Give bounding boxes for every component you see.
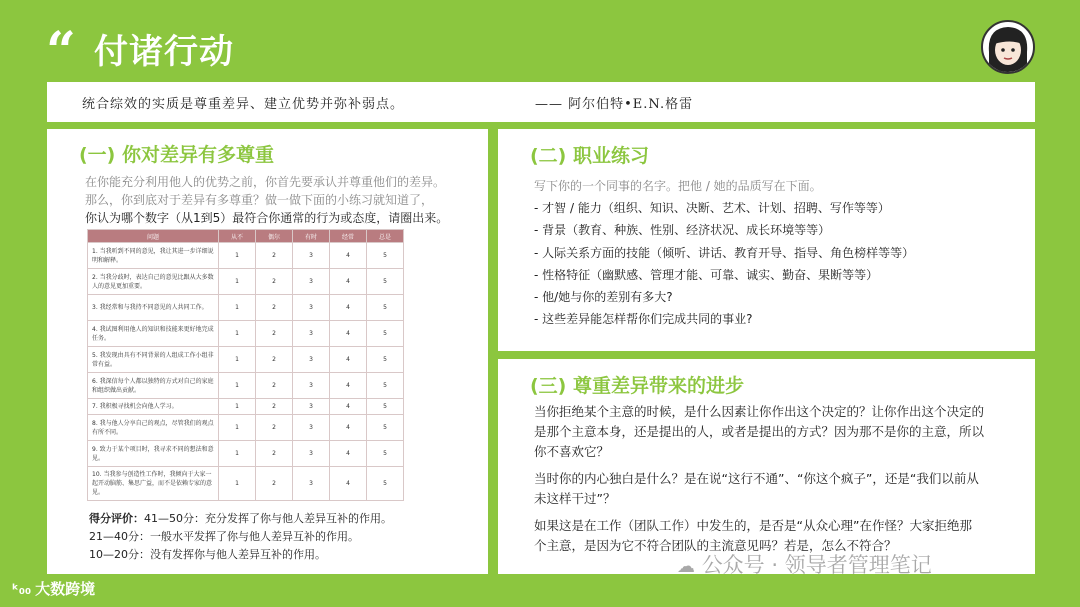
page-title: 付诸行动	[94, 32, 234, 72]
score-option-5[interactable]: 5	[367, 441, 404, 467]
table-row	[88, 295, 404, 321]
brand-logo	[12, 578, 95, 599]
score-option-3[interactable]: 3	[293, 295, 330, 321]
quote-text: 统合综效的实质是尊重差异、建立优势并弥补弱点。	[82, 97, 405, 112]
title-quote-mark: “	[46, 21, 76, 82]
section3-paragraph2: 当时你的内心独白是什么？是在说“这行不通”、“你这个疯子”，还是“我们以前从未这样干过”？	[534, 471, 979, 506]
score-option-5[interactable]: 5	[367, 243, 404, 269]
question-cell: 8. 我与他人分享自己的观点，尽管我们的观点有所不同。	[88, 415, 219, 441]
table-header-always: 总是	[367, 230, 404, 243]
panel-career-exercise	[498, 129, 1035, 351]
panel-progress-from-respect	[498, 359, 1035, 574]
score-option-2[interactable]: 2	[256, 441, 293, 467]
score-option-1[interactable]: 1	[219, 467, 256, 501]
section3-paragraph3: 如果这是在工作（团队工作）中发生的，是否是“从众心理”在作怪？大家拒绝那个主意，是因为它不符合团队的主流意见吗？若是，怎么不符合？	[534, 518, 972, 553]
score-option-3[interactable]: 3	[293, 243, 330, 269]
quote-author: —— 阿尔伯特•E.N.格雷	[535, 97, 694, 112]
list-item: - 这些差异能怎样帮你们完成共同的事业?	[534, 312, 753, 327]
question-cell: 1. 当我听到不同的意见，我让其进一步详细说明和解释。	[88, 243, 219, 269]
question-cell: 9. 致力于某个项目时，我寻求不同的想法和意见。	[88, 441, 219, 467]
score-option-5[interactable]: 5	[367, 373, 404, 399]
table-row	[88, 243, 404, 269]
score-option-3[interactable]: 3	[293, 399, 330, 415]
avatar	[981, 20, 1035, 74]
score-option-5[interactable]: 5	[367, 467, 404, 501]
score-option-2[interactable]: 2	[256, 467, 293, 501]
watermark-text: 公众号 · 领导者管理笔记	[701, 553, 932, 577]
table-row	[88, 399, 404, 415]
score-range-mid: 21—40分：一般水平发挥了你与他人差异互补的作用。	[89, 530, 359, 543]
score-option-4[interactable]: 4	[330, 269, 367, 295]
score-option-1[interactable]: 1	[219, 399, 256, 415]
table-header-occasionally: 偶尔	[256, 230, 293, 243]
score-option-5[interactable]: 5	[367, 269, 404, 295]
score-option-3[interactable]: 3	[293, 467, 330, 501]
score-option-2[interactable]: 2	[256, 321, 293, 347]
score-option-5[interactable]: 5	[367, 321, 404, 347]
section1-intro-line1: 在你能充分利用他人的优势之前，你首先要承认并尊重他们的差异。	[85, 175, 446, 189]
score-option-4[interactable]: 4	[330, 399, 367, 415]
table-header-often: 经常	[330, 230, 367, 243]
score-range-low: 10—20分：没有发挥你与他人差异互补的作用。	[89, 548, 326, 561]
panel-respect-differences	[47, 129, 488, 574]
score-option-3[interactable]: 3	[293, 269, 330, 295]
list-item: - 背景（教育、种族、性别、经济状况、成长环境等等）	[534, 223, 831, 238]
section1-title: (一) 你对差异有多尊重	[79, 144, 274, 166]
question-cell: 10. 当我参与创造性工作时，我倾向于大家一起开动脑筋、集思广益，而不是依赖专家的意见。	[88, 467, 219, 501]
wechat-icon: ☁	[677, 556, 695, 577]
score-option-4[interactable]: 4	[330, 347, 367, 373]
section3-title: (三) 尊重差异带来的进步	[530, 375, 744, 397]
score-range-high: 41—50分：充分发挥了你与他人差异互补的作用。	[144, 512, 392, 525]
table-header-row	[88, 230, 404, 243]
score-option-5[interactable]: 5	[367, 347, 404, 373]
score-option-5[interactable]: 5	[367, 399, 404, 415]
qualities-list	[534, 197, 914, 331]
score-option-1[interactable]: 1	[219, 347, 256, 373]
table-row	[88, 415, 404, 441]
section2-title: (二) 职业练习	[530, 145, 649, 167]
table-row	[88, 347, 404, 373]
score-option-3[interactable]: 3	[293, 321, 330, 347]
table-header-never: 从不	[219, 230, 256, 243]
score-option-2[interactable]: 2	[256, 347, 293, 373]
score-option-1[interactable]: 1	[219, 415, 256, 441]
score-option-2[interactable]: 2	[256, 295, 293, 321]
table-row	[88, 441, 404, 467]
question-cell: 2. 当我分歧时，表达自己的意见比跟从大多数人的意见更加重要。	[88, 269, 219, 295]
table-row	[88, 373, 404, 399]
score-option-4[interactable]: 4	[330, 321, 367, 347]
score-option-1[interactable]: 1	[219, 321, 256, 347]
brand-logo-icon: ᵏ₀₀	[12, 582, 32, 598]
table-row	[88, 321, 404, 347]
score-option-4[interactable]: 4	[330, 415, 367, 441]
list-item: - 才智 / 能力（组织、知识、决断、艺术、计划、招聘、写作等等）	[534, 201, 890, 215]
score-option-2[interactable]: 2	[256, 399, 293, 415]
question-cell: 6. 我深信每个人都以独特的方式对自己的家庭和组织做出贡献。	[88, 373, 219, 399]
table-row	[88, 467, 404, 501]
table-header-question: 问题	[88, 230, 219, 243]
score-option-3[interactable]: 3	[293, 441, 330, 467]
score-option-2[interactable]: 2	[256, 373, 293, 399]
score-option-3[interactable]: 3	[293, 347, 330, 373]
score-option-2[interactable]: 2	[256, 243, 293, 269]
score-option-2[interactable]: 2	[256, 269, 293, 295]
score-option-3[interactable]: 3	[293, 373, 330, 399]
list-item: - 性格特征（幽默感、管理才能、可靠、诚实、勤奋、果断等等）	[534, 267, 879, 282]
score-option-1[interactable]: 1	[219, 373, 256, 399]
section3-paragraph1: 当你拒绝某个主意的时候，是什么因素让你作出这个决定的？让你作出这个决定的是那个主意本身，还是提出的人，或者是提出的方式？因为那不是你的主意，所以你不喜欢它？	[534, 404, 985, 459]
score-option-5[interactable]: 5	[367, 295, 404, 321]
score-evaluation	[89, 510, 392, 564]
table-header-sometimes: 有时	[293, 230, 330, 243]
score-option-4[interactable]: 4	[330, 373, 367, 399]
score-option-1[interactable]: 1	[219, 269, 256, 295]
score-label: 得分评价：	[89, 512, 144, 525]
score-option-4[interactable]: 4	[330, 441, 367, 467]
score-option-4[interactable]: 4	[330, 243, 367, 269]
list-item: - 他/她与你的差别有多大?	[534, 290, 673, 305]
section2-intro: 写下你的一个同事的名字。把他 / 她的品质写在下面。	[534, 179, 822, 193]
section1-intro-line3: 你认为哪个数字（从1到5）最符合你通常的行为或态度，请圈出来。	[85, 211, 449, 225]
question-cell: 4. 我试图利用他人的知识和技能来更好地完成任务。	[88, 321, 219, 347]
avatar-face-icon	[983, 22, 1033, 72]
score-option-5[interactable]: 5	[367, 415, 404, 441]
table-row	[88, 269, 404, 295]
score-option-4[interactable]: 4	[330, 295, 367, 321]
score-option-1[interactable]: 1	[219, 441, 256, 467]
section1-intro-line2: 那么，你到底对于差异有多尊重？做一做下面的小练习就知道了，	[85, 193, 434, 207]
question-cell: 5. 我发现由具有不同背景的人组成工作小组非常有益。	[88, 347, 219, 373]
watermark	[677, 549, 932, 579]
brand-logo-text: 大数跨境	[35, 580, 96, 598]
question-cell: 3. 我经常和与我持不同意见的人共同工作。	[88, 295, 219, 321]
score-option-3[interactable]: 3	[293, 415, 330, 441]
score-option-4[interactable]: 4	[330, 467, 367, 501]
score-option-2[interactable]: 2	[256, 415, 293, 441]
self-assessment-table	[87, 229, 404, 501]
score-option-1[interactable]: 1	[219, 243, 256, 269]
quote-bar	[47, 82, 1035, 122]
score-option-1[interactable]: 1	[219, 295, 256, 321]
list-item: - 人际关系方面的技能（倾听、讲话、教育开导、指导、角色榜样等等）	[534, 245, 915, 260]
question-cell: 7. 我积极寻找机会向他人学习。	[88, 399, 219, 415]
